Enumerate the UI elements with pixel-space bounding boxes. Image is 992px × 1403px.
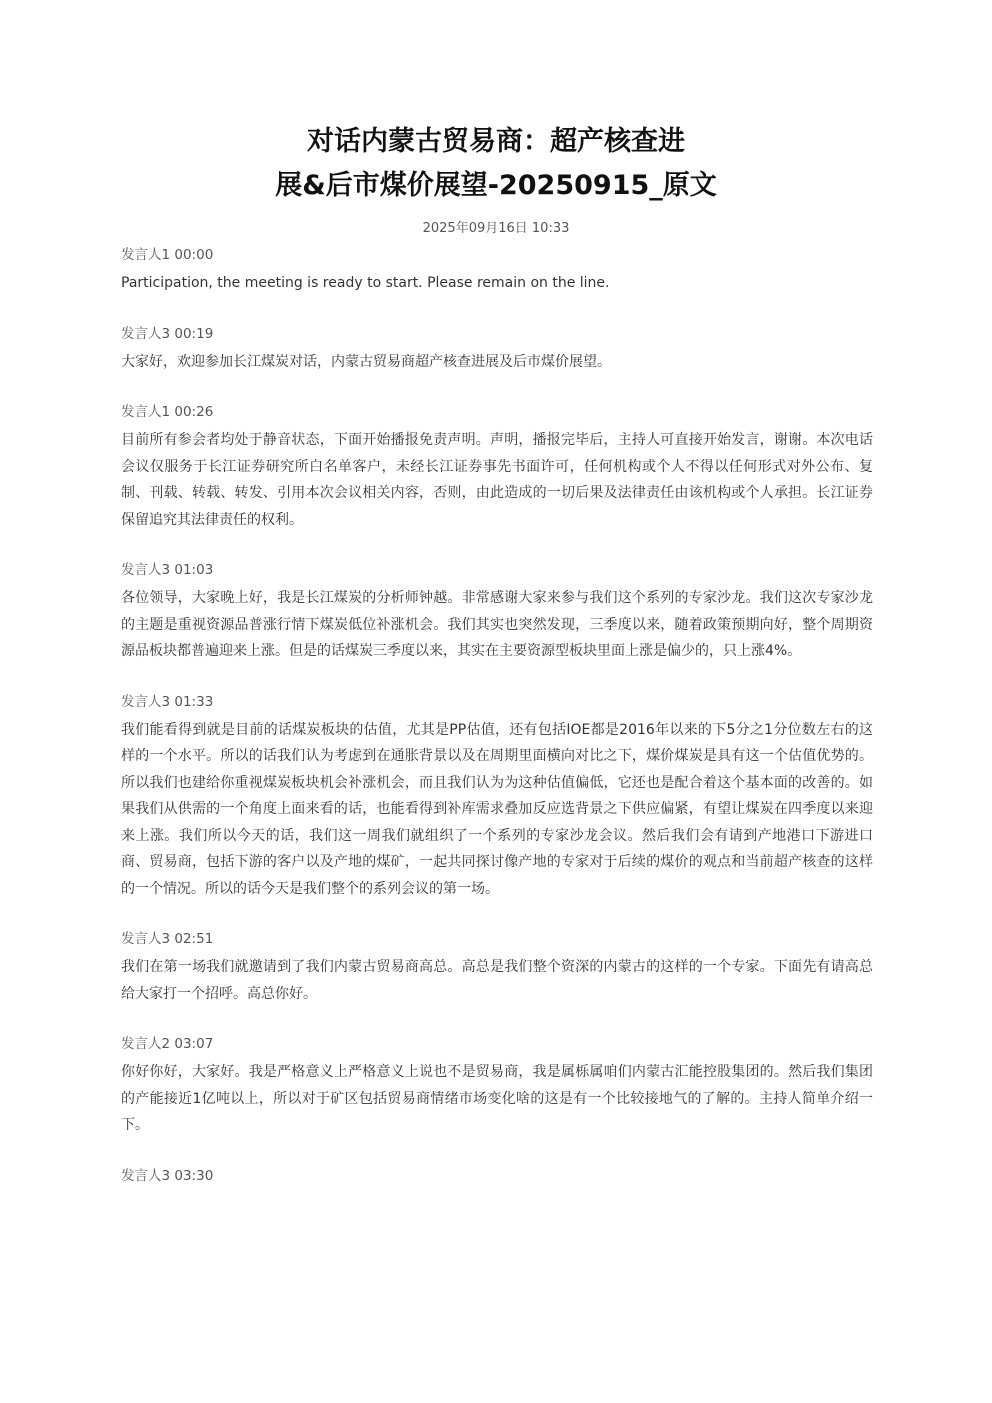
transcript-entry [121,323,873,376]
speech-text: 大家好，欢迎参加长江煤炭对话，内蒙古贸易商超产核查进展及后市煤价展望。 [121,353,611,370]
speaker-timestamp: 发言人3 01:33 [121,693,214,710]
speaker-timestamp: 发言人3 01:03 [121,562,214,578]
transcript-entry [121,559,873,665]
speaker-timestamp: 发言人2 03:07 [121,1036,214,1052]
title-line-2: 展&后市煤价展望-20250915_原文 [275,170,717,201]
speech-text: 我们在第一场我们就邀请到了我们内蒙古贸易商高总。高总是我们整个资深的内蒙古的这样的一个专家。下面先有请高总给大家打一个招呼。高总你好。 [121,959,873,1002]
transcript-entry [121,401,873,533]
transcript-entry [121,244,873,297]
speaker-timestamp: 发言人1 00:26 [121,404,214,420]
title-line-1: 对话内蒙古贸易商：超产核查进 [307,126,685,157]
speech-text: 你好你好，大家好。我是严格意义上严格意义上说也不是贸易商，我是属栎属咱们内蒙古汇能控股集团的。然后我们集团的产能接近1亿吨以上，所以对于矿区包括贸易商情绪市场变化啥的这是有一个比较接地气的了解的。主持人简单介绍一下。 [121,1064,873,1133]
document-title [120,120,872,208]
document-datetime: 2025年09月16日 10:33 [422,221,570,236]
transcript-entry [121,691,873,903]
speech-text: Participation, the meeting is ready to start. Please remain on the line. [121,275,610,291]
speaker-timestamp: 发言人3 02:51 [121,931,214,947]
transcript-entry [121,1165,873,1187]
speaker-timestamp: 发言人3 00:19 [121,325,214,342]
speech-text: 目前所有参会者均处于静音状态，下面开始播报免责声明。声明，播报完毕后，主持人可直接开始发言，谢谢。本次电话会议仅服务于长江证券研究所白名单客户，未经长江证券事先书面许可，任何机构或个人不得以任何形式对外公布、复制、刊载、转载、转发、引用本次会议相关内容，否则，由此造成的一切后果及法律责任由该机构或个人承担。长江证券保留追究其法律责任的权利。 [121,432,873,528]
speaker-timestamp: 发言人1 00:00 [121,247,214,263]
transcript-entry [121,1033,873,1139]
transcript-entry [121,928,873,1007]
speaker-timestamp: 发言人3 03:30 [121,1167,214,1184]
transcript [121,244,873,1213]
speech-text: 我们能看得到就是目前的话煤炭板块的估值，尤其是PP估值，还有包括IOE都是2016年以来的下5分之1分位数左右的这样的一个水平。所以的话我们认为考虑到在通胀背景以及在周期里面横向对比之下，煤价煤炭是具有这一个估值优势的。所以我们也建给你重视煤炭板块机会补涨机会，而且我们认为为这种估值偏低，它还也是配合着这个基本面的改善的。如果我们从供需的一个角度上面来看的话，也能看得到补库需求叠加反应选背景之下供应偏紧，有望让煤炭在四季度以来迎来上涨。我们所以今天的话，我们这一周我们就组织了一个系列的专家沙龙会议。然后我们会有请到产地港口下游进口商、贸易商，包括下游的客户以及产地的煤矿，一起共同探讨像产地的专家对于后续的煤价的观点和当前超产核查的这样的一个情况。所以的话今天是我们整个的系列会议的第一场。 [121,721,873,897]
speech-text: 各位领导，大家晚上好，我是长江煤炭的分析师钟越。非常感谢大家来参与我们这个系列的专家沙龙。我们这次专家沙龙的主题是重视资源品普涨行情下煤炭低位补涨机会。我们其实也突然发现，三季度以来，随着政策预期向好，整个周期资源品板块都普遍迎来上涨。但是的话煤炭三季度以来，其实在主要资源型板块里面上涨是偏少的，只上涨4%。 [121,590,873,659]
